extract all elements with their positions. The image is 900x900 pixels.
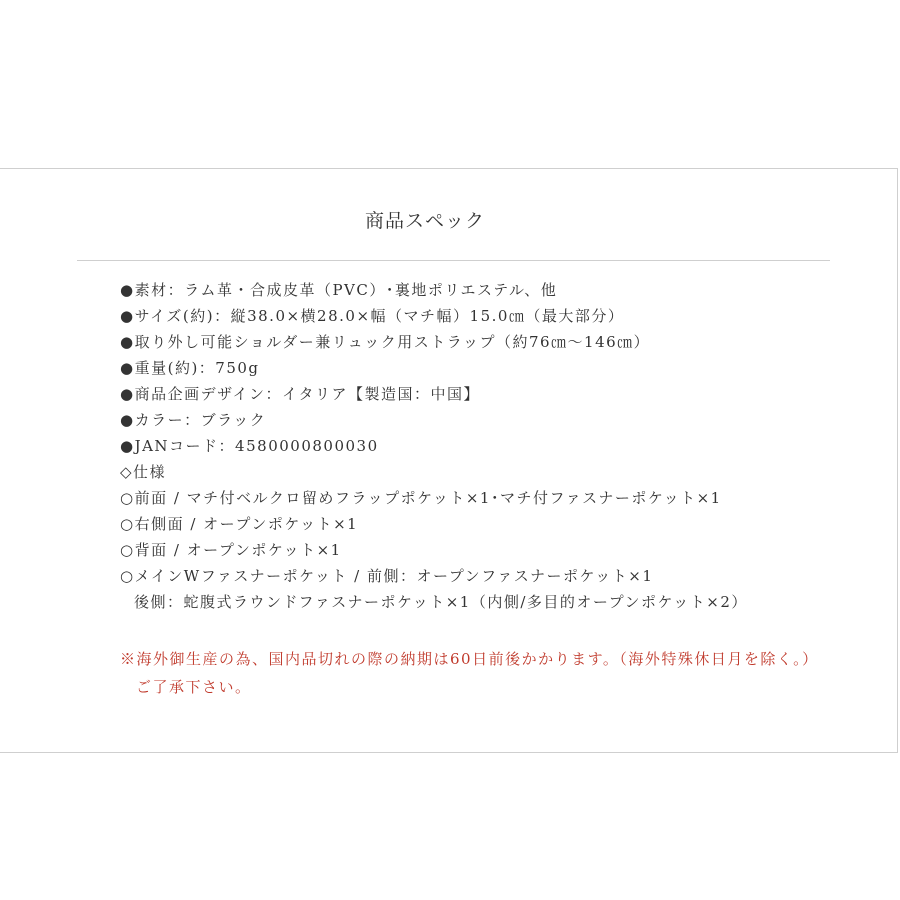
- spec-line-material: ●素材：ラム革・合成皮革（PVC）･裏地ポリエステル、他: [120, 281, 558, 299]
- spec-line-jan: ●JANコード：4580000800030: [120, 437, 379, 455]
- notice-line-1: ※海外御生産の為、国内品切れの際の納期は60日前後かかります。（海外特殊休日月を除く。）: [120, 650, 819, 668]
- spec-title: 商品スペック: [364, 210, 485, 232]
- spec-line-front: ○前面 / マチ付ベルクロ留めフラップポケット×1･マチ付ファスナーポケット×1: [120, 489, 722, 507]
- spec-line-size: ●サイズ(約)：縦38.0×横28.0×幅（マチ幅）15.0㎝（最大部分）: [120, 307, 625, 325]
- spec-line-main-rear: 後側：蛇腹式ラウンドファスナーポケット×1（内側/多目的オープンポケット×2）: [134, 593, 748, 611]
- spec-line-right-side: ○右側面 / オープンポケット×1: [120, 515, 359, 533]
- title-divider: [77, 260, 830, 261]
- spec-line-weight: ●重量(約)：750g: [120, 359, 260, 377]
- spec-line-main: ○メインWファスナーポケット / 前側：オープンファスナーポケット×1: [120, 567, 654, 585]
- delivery-notice: [120, 645, 819, 701]
- spec-line-color: ●カラー：ブラック: [120, 411, 267, 429]
- spec-line-features-heading: ◇仕様: [120, 463, 167, 481]
- spec-line-strap: ●取り外し可能ショルダー兼リュック用ストラップ（約76㎝～146㎝）: [120, 333, 651, 351]
- notice-line-2: ご了承下さい。: [136, 678, 252, 696]
- spec-panel: [0, 168, 898, 753]
- spec-line-back: ○背面 / オープンポケット×1: [120, 541, 342, 559]
- spec-list: [120, 277, 748, 615]
- spec-line-design: ●商品企画デザイン：イタリア【製造国：中国】: [120, 385, 481, 403]
